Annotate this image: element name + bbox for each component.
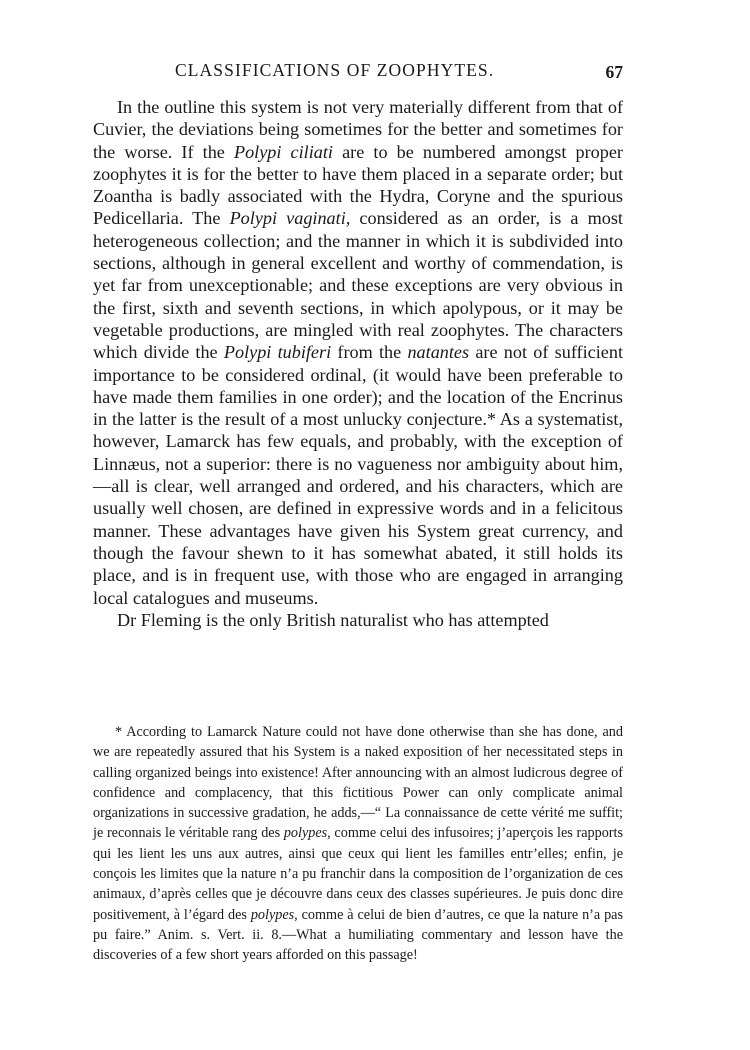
paragraph-2: Dr Fleming is the only British naturalist who has attempted — [117, 609, 549, 630]
page-number: 67 — [605, 62, 623, 82]
footnote-text-2: comme celui des infusoires; j’aperçois les rapports qui les lient les uns aux autres, ainsi que ceux qui lient les familles entr’elles; enfin, je conçois les limites que la nature n’a pu franchir dans la composition de l’organization de ces animaux, d’après celles que je découvre dans ceux des classes supérieures. Je puis donc dire positivement, à l’égard des — [93, 825, 623, 923]
paragraph-1 — [93, 96, 623, 609]
page-header — [93, 60, 623, 90]
paragraph-1-text-4: from the — [331, 342, 408, 363]
running-title: CLASSIFICATIONS OF ZOOPHYTES. — [175, 60, 495, 80]
main-text — [93, 96, 623, 631]
footnote-italic-2: polypes, — [250, 906, 298, 923]
paragraph-1-italic-2: Polypi vaginati, — [229, 208, 351, 229]
paragraph-1-text-5: are not of sufficient importance to be considered ordinal, (it would have been preferable to have made them families in one order); and the location of the Encrinus in the latter is the result of a most unlucky conjecture.* As a systematist, however, Lamarck has few equals, and probably, with the exception of Linnæus, not a superior: there is no vagueness nor ambiguity about him,—all is clear, well arranged and ordered, and his characters, which are usually well chosen, are defined in expressive words and in a felicitous manner. These advantages have given his System great currency, and though the favour shewn to it has somewhat abated, it still holds its place, and is in frequent use, with those who are engaged in arranging local catalogues and museums. — [93, 342, 624, 608]
paragraph-1-text-3: considered as an order, is a most heterogeneous collection; and the manner in which it is subdivided into sections, although in general excellent and worthy of commendation, is yet far from unexceptionable; and these exceptions are very obvious in the first, sixth and seventh sections, in which apolypous, or it may be vegetable productions, are mingled with real zoophytes. The characters which divide the — [93, 208, 623, 363]
footnote-text-1: * According to Lamarck Nature could not have done otherwise than she has done, and we are repeatedly assured that his System is a naked exposition of her necessitated steps in calling organized beings into existence! After announcing with an almost ludicrous degree of confidence and complacency, that this fictitious Power can only complicate animal organizations in successive gradation, he adds,—“ La connaissance de cette vérité me suffit; je reconnais le véritable rang des — [93, 724, 623, 842]
footnote-text-3: comme à celui de bien d’autres, ce que la nature n’a pas pu faire.” Anim. s. Vert. ii. 8.—What a humiliating commentary and lesson have the discoveries of a few short years afforded on this passage! — [93, 906, 623, 964]
paragraph-1-italic-4: natantes — [407, 342, 470, 363]
footnote — [93, 722, 623, 966]
paragraph-1-text-2: are to be numbered amongst proper zoophytes it is for the better to have them placed in a separate order; but Zoantha is badly associated with the Hydra, Coryne and the spurious Pedicellaria. The — [93, 141, 623, 229]
footnote-italic-1: polypes, — [283, 825, 331, 842]
paragraph-1-text-1: In the outline this system is not very materially different from that of Cuvier, the deviations being sometimes for the better and sometimes for the worse. If the — [93, 97, 623, 162]
paragraph-1-italic-1: Polypi ciliati — [233, 141, 333, 162]
paragraph-1-italic-3: Polypi tubiferi — [223, 342, 332, 363]
